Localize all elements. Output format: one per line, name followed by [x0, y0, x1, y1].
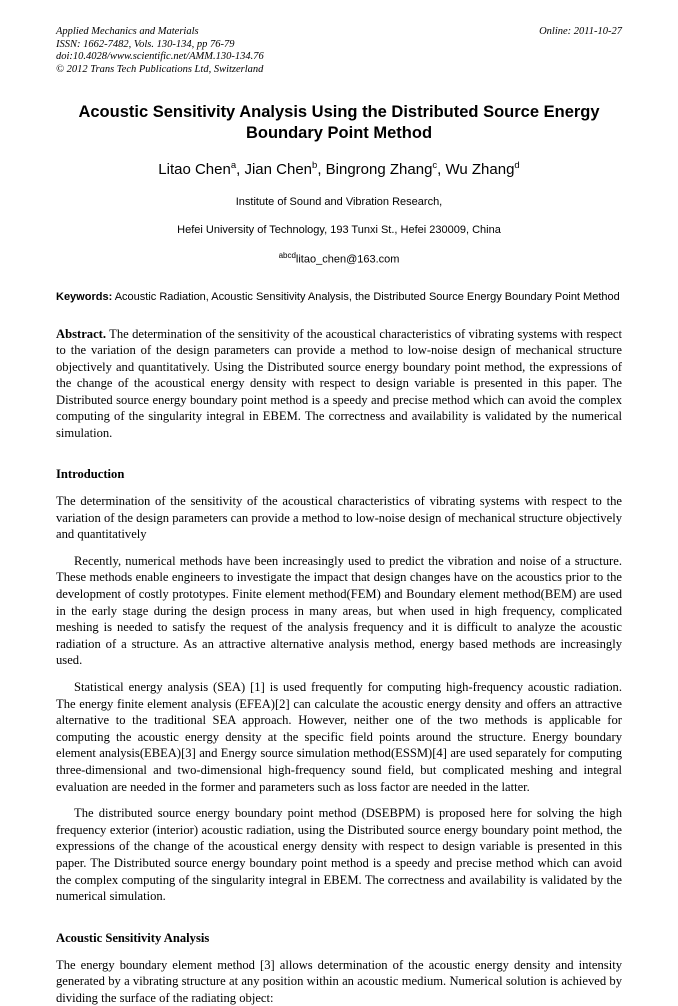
online-date: Online: 2011-10-27: [539, 26, 622, 37]
author-list: [56, 160, 622, 178]
copyright-line: © 2012 Trans Tech Publications Ltd, Switzerland: [56, 63, 264, 75]
journal-name: Applied Mechanics and Materials: [56, 26, 199, 37]
abstract-label: Abstract.: [56, 326, 107, 341]
abstract-text: The determination of the sensitivity of the acoustical characteristics of vibrating systems with respect to the variation of the design parameters can provide a method to low-noise design of mechanical structure objectively and quantitatively. Using the Distributed source energy boundary point method, the expressions of the change of the acoustical energy density with respect to design variable is presented in this paper. The Distributed source energy boundary point method is a speedy and precise method which can avoid the complex computing of the singularity integral in EBEM. The correctness and availability is validated by the numerical simulation.: [56, 326, 622, 440]
paragraph: Recently, numerical methods have been increasingly used to predict the vibration and noise of a structure. These methods enable engineers to investigate the impact that design changes have on the acoustics prior to the development of costly prototypes. Finite element method(FEM) and Boundary element method(BEM) are used in the early stage during the design process in many areas, but when used in high frequency, complicated meshing is needed to satisfy the request of the analysis frequency and it is difficult to analyze the acoustic radiation of a structure. As an attractive alternative analysis method, energy based methods are increasingly used.: [56, 553, 622, 668]
author-2: , Jian Chen: [236, 161, 313, 179]
abstract-block: [56, 326, 622, 442]
author-4: , Wu Zhang: [437, 161, 515, 179]
section-heading-acoustic-sensitivity-analysis: Acoustic Sensitivity Analysis: [56, 930, 210, 945]
email-address[interactable]: litao_chen@163.com: [295, 254, 400, 267]
author-4-marker: d: [514, 160, 520, 172]
issn-line: ISSN: 1662-7482, Vols. 130-134, pp 76-79: [56, 38, 235, 50]
contact-email: [56, 251, 622, 266]
keywords-text: Acoustic Radiation, Acoustic Sensitivity Analysis, the Distributed Source Energy Boundary Point Method: [112, 291, 620, 304]
page-header: [56, 26, 622, 76]
paragraph: Statistical energy analysis (SEA) [1] is used frequently for computing high-frequency acoustic radiation. The energy finite element analysis (EFEA)[2] can calculate the acoustic energy density and offers an attractive alternative to the traditional SEA approach. However, neither one of the two methods is applicable for computing the acoustic energy density at the specific field points around the structure. Energy boundary element analysis(EBEA)[3] and Energy source simulation method(ESSM)[4] are used separately for computing three-dimensional and two-dimensional high-frequency sound field, but complicated meshing and integral evaluation are needed in the former and parameters such as loss factor are needed in the latter.: [56, 679, 622, 794]
author-1: Litao Chen: [158, 161, 231, 179]
author-1-marker: a: [230, 160, 237, 172]
affiliation-line-1: Institute of Sound and Vibration Research,: [235, 196, 443, 209]
keywords-block: [56, 290, 622, 306]
author-3: , Bingrong Zhang: [317, 161, 433, 179]
affiliation-line-2: Hefei University of Technology, 193 Tunxi St., Hefei 230009, China: [177, 224, 501, 237]
keywords-label: Keywords:: [56, 291, 113, 304]
paragraph: The determination of the sensitivity of the acoustical characteristics of vibrating systems with respect to the variation of the design parameters can provide a method to low-noise design of mechanical structure objectively and quantitatively: [56, 494, 622, 542]
doi-line: doi:10.4028/www.scientific.net/AMM.130-134.76: [56, 51, 264, 63]
author-3-marker: c: [432, 160, 438, 172]
author-2-marker: b: [312, 160, 318, 172]
page-title: Acoustic Sensitivity Analysis Using the Distributed Source Energy Boundary Point Method: [78, 103, 600, 143]
paragraph: The distributed source energy boundary point method (DSEBPM) is proposed here for solving the high frequency exterior (interior) acoustic radiation, using the Distributed source energy boundary point method, the expressions of the change of the acoustical energy density with respect to design variable is presented in this paper. The Distributed source energy boundary point method is a speedy and precise method which can avoid the complex computing of the singularity integral in EBEM. The correctness and availability is validated by the numerical simulation.: [56, 806, 622, 904]
section-heading-introduction: Introduction: [56, 467, 125, 482]
email-markers: abcd: [278, 251, 296, 261]
paragraph: The energy boundary element method [3] allows determination of the acoustic energy density and intensity generated by a vibrating structure at any position within an acoustic medium. Numerical solution is achieved by dividing the surface of the radiating object:: [56, 957, 622, 1005]
